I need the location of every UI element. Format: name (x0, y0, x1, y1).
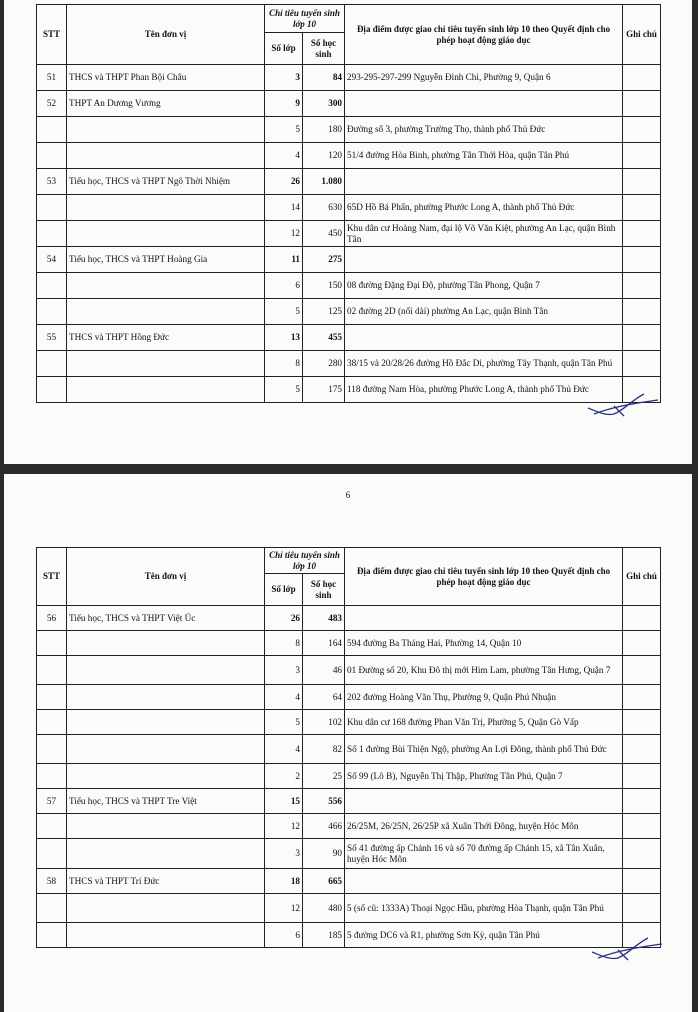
row-address (345, 325, 623, 351)
row-stt (37, 839, 67, 869)
row-unit-name: THPT An Dương Vương (67, 91, 265, 117)
row-students: 275 (303, 247, 345, 273)
table-row (37, 377, 661, 403)
row-address (345, 91, 623, 117)
row-students: 450 (303, 221, 345, 247)
header-classes: Số lớp (265, 574, 303, 606)
row-unit-name: Tiểu học, THCS và THPT Tre Việt (67, 789, 265, 814)
row-stt: 51 (37, 65, 67, 91)
row-students: 120 (303, 143, 345, 169)
row-address: Đường số 3, phường Trường Thọ, thành phố Thủ Đức (345, 117, 623, 143)
row-students: 630 (303, 195, 345, 221)
row-students: 480 (303, 894, 345, 923)
table-row (37, 325, 661, 351)
document-page-1 (4, 0, 692, 464)
row-unit-name (67, 117, 265, 143)
row-unit-name (67, 221, 265, 247)
row-note (623, 325, 661, 351)
table-row (37, 221, 661, 247)
row-classes: 26 (265, 169, 303, 195)
row-note (623, 631, 661, 656)
row-note (623, 195, 661, 221)
row-address: 5 (số cũ: 1333A) Thoại Ngọc Hầu, phường Hòa Thạnh, quận Tân Phú (345, 894, 623, 923)
row-stt: 53 (37, 169, 67, 195)
header-quota: Chỉ tiêu tuyển sinh lớp 10 (265, 548, 345, 574)
table-row (37, 656, 661, 685)
table-row (37, 735, 661, 764)
header-unit: Tên đơn vị (67, 5, 265, 65)
header-stt: STT (37, 5, 67, 65)
table-body (37, 606, 661, 948)
table-row (37, 65, 661, 91)
header-location: Địa điểm được giao chỉ tiêu tuyển sinh lớp 10 theo Quyết định cho phép hoạt động giáo dục (345, 548, 623, 606)
row-unit-name: THCS và THPT Phan Bội Châu (67, 65, 265, 91)
row-address: 08 đường Đặng Đại Độ, phường Tân Phong, Quận 7 (345, 273, 623, 299)
row-stt (37, 117, 67, 143)
row-stt (37, 656, 67, 685)
row-unit-name: Tiểu học, THCS và THPT Hoàng Gia (67, 247, 265, 273)
row-unit-name: THCS và THPT Hồng Đức (67, 325, 265, 351)
row-unit-name (67, 195, 265, 221)
row-students: 466 (303, 814, 345, 839)
row-address: Số 1 đường Bùi Thiện Ngộ, phường An Lợi Đông, thành phố Thủ Đức (345, 735, 623, 764)
header-classes: Số lớp (265, 33, 303, 65)
row-classes: 3 (265, 656, 303, 685)
row-note (623, 735, 661, 764)
table-row (37, 839, 661, 869)
row-classes: 8 (265, 631, 303, 656)
row-stt (37, 299, 67, 325)
row-classes: 12 (265, 814, 303, 839)
row-classes: 11 (265, 247, 303, 273)
row-stt (37, 377, 67, 403)
row-address: 26/25M, 26/25N, 26/25P xã Xuân Thới Đông, huyện Hóc Môn (345, 814, 623, 839)
row-students: 665 (303, 869, 345, 894)
row-stt (37, 735, 67, 764)
row-classes: 3 (265, 839, 303, 869)
row-classes: 12 (265, 894, 303, 923)
row-note (623, 685, 661, 710)
row-stt (37, 685, 67, 710)
row-note (623, 869, 661, 894)
row-students: 102 (303, 710, 345, 735)
row-note (623, 814, 661, 839)
table-body (37, 65, 661, 403)
row-unit-name: Tiểu học, THCS và THPT Việt Úc (67, 606, 265, 631)
row-students: 25 (303, 764, 345, 789)
row-address: 594 đường Ba Tháng Hai, Phường 14, Quận 10 (345, 631, 623, 656)
row-students: 64 (303, 685, 345, 710)
row-note (623, 169, 661, 195)
row-classes: 13 (265, 325, 303, 351)
table-row (37, 606, 661, 631)
row-students: 300 (303, 91, 345, 117)
row-unit-name (67, 923, 265, 948)
row-stt (37, 814, 67, 839)
row-classes: 5 (265, 117, 303, 143)
row-stt (37, 894, 67, 923)
row-address: 38/15 và 20/28/26 đường Hồ Đắc Di, phường Tây Thạnh, quận Tân Phú (345, 351, 623, 377)
row-stt (37, 221, 67, 247)
row-stt (37, 631, 67, 656)
row-students: 175 (303, 377, 345, 403)
row-classes: 3 (265, 65, 303, 91)
row-address (345, 869, 623, 894)
row-classes: 12 (265, 221, 303, 247)
row-note (623, 91, 661, 117)
row-students: 556 (303, 789, 345, 814)
row-stt (37, 273, 67, 299)
row-classes: 14 (265, 195, 303, 221)
row-unit-name (67, 814, 265, 839)
row-address: 01 Đường số 20, Khu Đô thị mới Him Lam, phường Tân Hưng, Quận 7 (345, 656, 623, 685)
header-students: Số học sinh (303, 33, 345, 65)
row-students: 150 (303, 273, 345, 299)
row-stt (37, 764, 67, 789)
page-number: 6 (345, 490, 351, 500)
row-classes: 8 (265, 351, 303, 377)
table-row (37, 710, 661, 735)
row-students: 84 (303, 65, 345, 91)
row-note (623, 143, 661, 169)
row-students: 1.080 (303, 169, 345, 195)
row-note (623, 789, 661, 814)
row-note (623, 247, 661, 273)
row-students: 125 (303, 299, 345, 325)
header-students: Số học sinh (303, 574, 345, 606)
table-row (37, 273, 661, 299)
row-classes: 6 (265, 273, 303, 299)
table-row (37, 169, 661, 195)
row-students: 280 (303, 351, 345, 377)
table-row (37, 923, 661, 948)
row-unit-name (67, 143, 265, 169)
row-students: 82 (303, 735, 345, 764)
row-unit-name (67, 351, 265, 377)
row-stt: 58 (37, 869, 67, 894)
row-address: 5 đường DC6 và R1, phường Sơn Kỳ, quận Tân Phú (345, 923, 623, 948)
row-stt (37, 195, 67, 221)
row-classes: 26 (265, 606, 303, 631)
row-note (623, 710, 661, 735)
row-note (623, 221, 661, 247)
row-unit-name (67, 656, 265, 685)
row-note (623, 117, 661, 143)
row-unit-name: THCS và THPT Trí Đức (67, 869, 265, 894)
row-address (345, 789, 623, 814)
row-stt: 56 (37, 606, 67, 631)
row-stt (37, 923, 67, 948)
row-unit-name (67, 710, 265, 735)
row-classes: 15 (265, 789, 303, 814)
document-page-2 (4, 474, 692, 1012)
table-row (37, 814, 661, 839)
table-row (37, 299, 661, 325)
row-note (623, 351, 661, 377)
header-stt: STT (37, 548, 67, 606)
row-students: 185 (303, 923, 345, 948)
row-unit-name (67, 735, 265, 764)
row-stt: 55 (37, 325, 67, 351)
table-row (37, 894, 661, 923)
header-note: Ghi chú (623, 548, 661, 606)
row-address: 202 đường Hoàng Văn Thụ, Phường 9, Quận Phú Nhuận (345, 685, 623, 710)
table-row (37, 685, 661, 710)
row-note (623, 764, 661, 789)
row-note (623, 894, 661, 923)
row-classes: 18 (265, 869, 303, 894)
table-row (37, 195, 661, 221)
row-students: 46 (303, 656, 345, 685)
row-classes: 5 (265, 299, 303, 325)
row-students: 483 (303, 606, 345, 631)
row-stt (37, 143, 67, 169)
row-note (623, 606, 661, 631)
row-classes: 6 (265, 923, 303, 948)
row-unit-name (67, 273, 265, 299)
row-students: 455 (303, 325, 345, 351)
row-note (623, 656, 661, 685)
row-note (623, 839, 661, 869)
row-address: Khu dân cư Hoàng Nam, đại lộ Võ Văn Kiệt, phường An Lạc, quận Bình Tân (345, 221, 623, 247)
row-unit-name (67, 894, 265, 923)
table-row (37, 351, 661, 377)
row-classes: 4 (265, 143, 303, 169)
signature-mark (588, 932, 668, 966)
table-row (37, 789, 661, 814)
row-address: 118 đường Nam Hòa, phường Phước Long A, thành phố Thủ Đức (345, 377, 623, 403)
header-location: Địa điểm được giao chỉ tiêu tuyển sinh lớp 10 theo Quyết định cho phép hoạt động giáo dục (345, 5, 623, 65)
row-address: Khu dân cư 168 đường Phan Văn Trị, Phường 5, Quận Gò Vấp (345, 710, 623, 735)
header-note: Ghi chú (623, 5, 661, 65)
header-unit: Tên đơn vị (67, 548, 265, 606)
row-address: 51/4 đường Hòa Bình, phường Tân Thới Hòa, quận Tân Phú (345, 143, 623, 169)
row-classes: 9 (265, 91, 303, 117)
quota-table-1 (36, 4, 661, 403)
row-stt: 54 (37, 247, 67, 273)
table-row (37, 117, 661, 143)
row-students: 164 (303, 631, 345, 656)
row-unit-name (67, 377, 265, 403)
row-stt (37, 710, 67, 735)
table-row (37, 143, 661, 169)
row-address (345, 247, 623, 273)
row-address: Số 99 (Lô B), Nguyễn Thị Thập, Phường Tân Phú, Quận 7 (345, 764, 623, 789)
table-row (37, 869, 661, 894)
row-address: 02 đường 2D (nối dài) phường An Lạc, quận Bình Tân (345, 299, 623, 325)
row-address: 293-295-297-299 Nguyễn Đình Chi, Phường 9, Quận 6 (345, 65, 623, 91)
row-unit-name (67, 631, 265, 656)
header-quota: Chỉ tiêu tuyển sinh lớp 10 (265, 5, 345, 33)
table-row (37, 764, 661, 789)
row-unit-name: Tiểu học, THCS và THPT Ngô Thời Nhiệm (67, 169, 265, 195)
row-address (345, 169, 623, 195)
row-students: 180 (303, 117, 345, 143)
row-note (623, 65, 661, 91)
row-classes: 5 (265, 377, 303, 403)
row-unit-name (67, 764, 265, 789)
row-address: Số 41 đường ấp Chánh 16 và số 70 đường ấp Chánh 15, xã Tân Xuân, huyện Hóc Môn (345, 839, 623, 869)
row-stt: 57 (37, 789, 67, 814)
quota-table-2 (36, 547, 661, 948)
signature-mark (584, 386, 664, 420)
row-unit-name (67, 685, 265, 710)
row-address: 65D Hồ Bá Phấn, phường Phước Long A, thành phố Thủ Đức (345, 195, 623, 221)
table-row (37, 247, 661, 273)
row-note (623, 273, 661, 299)
row-classes: 5 (265, 710, 303, 735)
table-row (37, 91, 661, 117)
row-classes: 2 (265, 764, 303, 789)
row-stt: 52 (37, 91, 67, 117)
row-address (345, 606, 623, 631)
table-row (37, 631, 661, 656)
row-students: 90 (303, 839, 345, 869)
row-stt (37, 351, 67, 377)
row-classes: 4 (265, 685, 303, 710)
row-unit-name (67, 839, 265, 869)
row-classes: 4 (265, 735, 303, 764)
row-note (623, 299, 661, 325)
row-unit-name (67, 299, 265, 325)
